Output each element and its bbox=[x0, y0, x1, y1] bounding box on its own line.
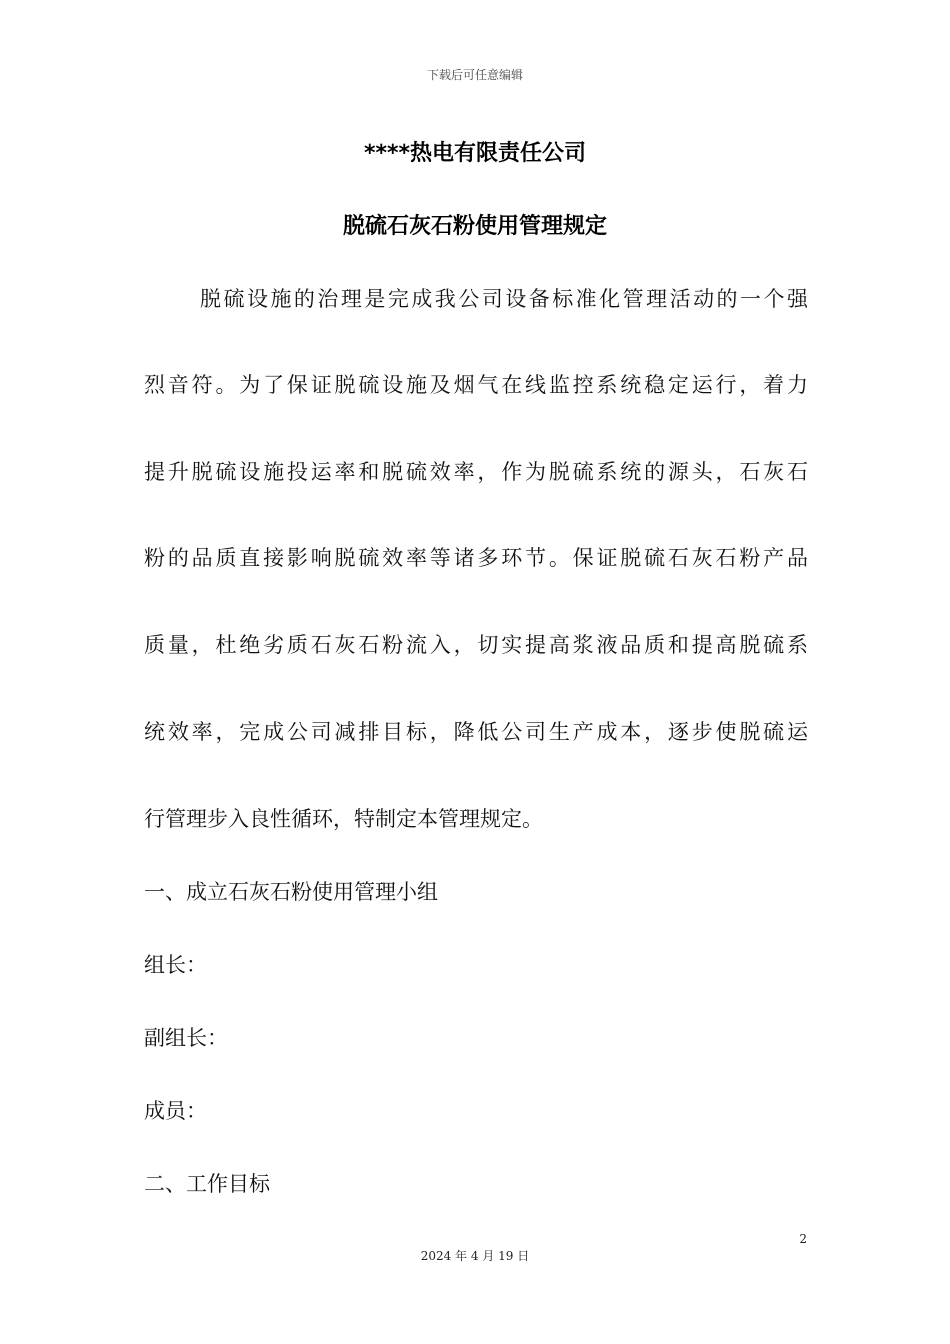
leader-label: 组长： bbox=[144, 953, 207, 977]
intro-line: 统效率，完成公司减排目标，降低公司生产成本，逐步使脱硫运 bbox=[144, 720, 808, 744]
page-number: 2 bbox=[799, 1232, 807, 1246]
header-note: 下载后可任意编辑 bbox=[426, 68, 523, 82]
intro-line: 烈音符。为了保证脱硫设施及烟气在线监控系统稳定运行，着力 bbox=[144, 373, 808, 397]
section-heading-1: 一、成立石灰石粉使用管理小组 bbox=[144, 880, 438, 904]
intro-line: 粉的品质直接影响脱硫效率等诸多环节。保证脱硫石灰石粉产品 bbox=[144, 546, 808, 570]
section-heading-2: 二、工作目标 bbox=[144, 1172, 270, 1196]
intro-line: 提升脱硫设施投运率和脱硫效率，作为脱硫系统的源头，石灰石 bbox=[144, 460, 808, 484]
members-label: 成员： bbox=[144, 1099, 207, 1123]
intro-line: 行管理步入良性循环，特制定本管理规定。 bbox=[144, 807, 543, 831]
intro-line: 质量，杜绝劣质石灰石粉流入，切实提高浆液品质和提高脱硫系 bbox=[144, 633, 808, 657]
footer-date: 2024 年 4 月 19 日 bbox=[420, 1249, 530, 1263]
deputy-leader-label: 副组长： bbox=[144, 1026, 228, 1050]
intro-line: 脱硫设施的治理是完成我公司设备标准化管理活动的一个强 bbox=[200, 287, 808, 311]
title-company: ****热电有限责任公司 bbox=[363, 141, 587, 166]
title-document: 脱硫石灰石粉使用管理规定 bbox=[342, 214, 607, 239]
